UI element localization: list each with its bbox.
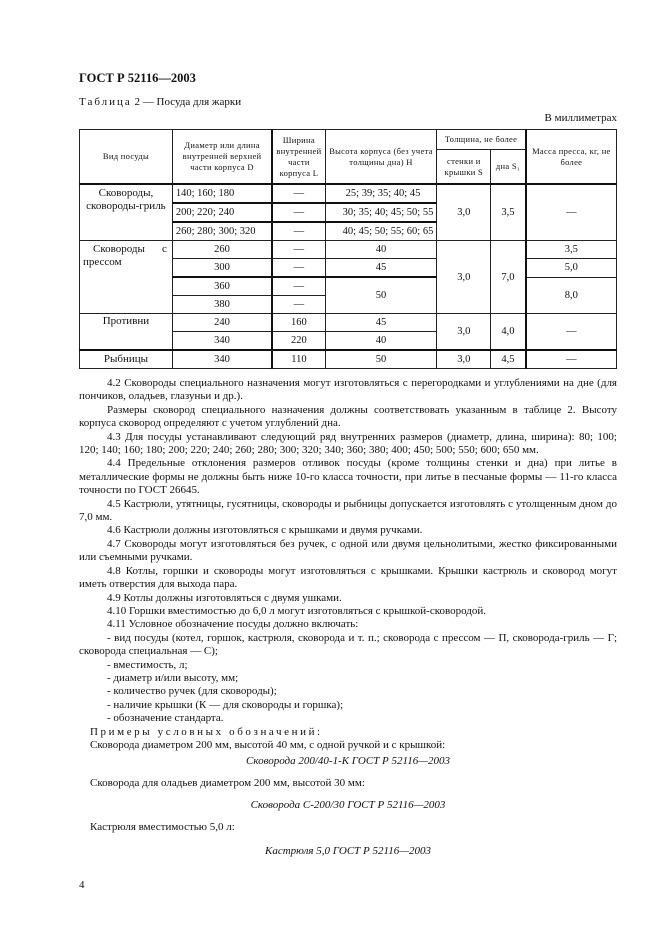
paragraph-4-9: 4.9 Котлы должны изготовляться с двумя ушками. xyxy=(107,591,342,604)
paragraph-4-8: 4.8 Котлы, горшки и сковороды могут изготовляться с крышками. Крышки кастрюль и сковород могут иметь отверстия для выхода пара. xyxy=(79,564,617,591)
cell-diameter: 260 xyxy=(172,241,272,259)
cell-type-line2: прессом xyxy=(83,256,122,268)
examples-heading: Примеры условных обозначений: xyxy=(90,725,323,738)
page-number: 4 xyxy=(79,879,85,891)
cell-diameter: 240 xyxy=(172,314,272,332)
cell-mass: 8,0 xyxy=(526,277,617,314)
paragraph-4-6: 4.6 Кастрюли должны изготовляться с крышками и двумя ручками. xyxy=(107,524,423,537)
cell-wall: 3,0 xyxy=(437,350,491,369)
cell-type-word: Сковороды xyxy=(93,243,145,255)
table-row xyxy=(80,241,617,259)
cell-bottom: 4,5 xyxy=(491,350,526,369)
cell-width: — xyxy=(272,241,325,259)
table-caption-text: 2 — Посуда для жарки xyxy=(131,96,242,108)
cell-mass: — xyxy=(526,314,617,351)
cell-type xyxy=(80,241,173,314)
cell-height: 40; 45; 50; 55; 60; 65 xyxy=(325,222,437,241)
cell-height: 45 xyxy=(325,314,437,332)
cell-width: 220 xyxy=(272,332,325,351)
example-1-description: Сковорода диаметром 200 мм, высотой 40 мм, с одной ручкой и с крышкой: xyxy=(90,738,446,751)
list-item: - количество ручек (для сковороды); xyxy=(107,685,277,698)
cell-diameter: 360 xyxy=(172,277,272,296)
cell-wall: 3,0 xyxy=(437,241,491,314)
paragraph-4-4: 4.4 Предельные отклонения размеров отливок посуды (кроме толщины стенки и дна) при литье в металлические формы не должны быть ниже 10-го класса точности, при литье в песчаные формы — 11-го класса точности по ГОСТ 26645. xyxy=(79,457,617,497)
cell-diameter: 140; 160; 180 xyxy=(172,184,272,203)
paragraph-4-5: 4.5 Кастрюли, утятницы, гусятницы, сковороды и рыбницы допускается изготовлять с утолщенным дном до 7,0 мм. xyxy=(79,497,617,524)
cell-height: 30; 35; 40; 45; 50; 55 xyxy=(325,203,437,222)
example-1-code: Сковорода 200/40-1-К ГОСТ Р 52116—2003 xyxy=(246,755,450,767)
table-caption xyxy=(79,96,241,108)
table-row xyxy=(80,350,617,369)
header-height: Высота корпуса (без учета толщины дна) H xyxy=(325,130,437,185)
cell-mass: — xyxy=(526,184,617,241)
cell-width: — xyxy=(272,203,325,222)
paragraph-4-7: 4.7 Сковороды могут изготовляться без ручек, с одной или двумя цельнолитыми, жестко фиксированными или съемными ручками. xyxy=(79,537,617,564)
cell-mass: — xyxy=(526,350,617,369)
example-2-description: Сковорода для оладьев диаметром 200 мм, высотой 30 мм: xyxy=(90,777,365,789)
cookware-table xyxy=(79,129,617,369)
table-caption-prefix: Таблица xyxy=(79,96,132,108)
table-units: В миллиметрах xyxy=(544,112,617,124)
cell-width: 160 xyxy=(272,314,325,332)
table-row xyxy=(80,184,617,203)
cell-type: Рыбницы xyxy=(80,350,173,369)
list-item: - обозначение стандарта. xyxy=(107,712,224,725)
list-item: - вместимость, л; xyxy=(107,658,188,671)
cell-type-line1 xyxy=(83,243,169,256)
cell-width: — xyxy=(272,184,325,203)
paragraph-4-3: 4.3 Для посуды устанавливают следующий ряд внутренних размеров (диаметр, длина, ширина): 80; 100; 120; 140; 160; 180; 200; 220; 240; 260; 280; 300; 320; 340; 360; 380; 400; 450; 500; 550; 600; 650 мм. xyxy=(79,430,617,457)
body-text xyxy=(79,377,617,752)
cell-width: — xyxy=(272,259,325,278)
example-2-code: Сковорода С-200/30 ГОСТ Р 52116—2003 xyxy=(250,799,446,811)
paragraph-4-11: 4.11 Условное обозначение посуды должно включать: xyxy=(107,618,359,631)
cell-mass: 5,0 xyxy=(526,259,617,278)
cell-diameter: 340 xyxy=(172,350,272,369)
cell-bottom: 7,0 xyxy=(491,241,526,314)
header-press-mass: Масса пресса, кг, не более xyxy=(526,130,617,185)
cell-bottom: 4,0 xyxy=(491,314,526,351)
cell-mass: 3,5 xyxy=(526,241,617,259)
table-row xyxy=(80,314,617,332)
header-type: Вид посуды xyxy=(80,130,173,185)
cell-diameter: 380 xyxy=(172,296,272,314)
list-item: - диаметр и/или высоту, мм; xyxy=(107,671,239,684)
header-thickness: Толщина, не более xyxy=(437,130,526,150)
header-bottom: дна S₁ xyxy=(491,150,526,185)
cell-diameter: 340 xyxy=(172,332,272,351)
cell-height: 50 xyxy=(325,350,437,369)
list-item: - вид посуды (котел, горшок, кастрюля, сковорода и т. п.; сковорода с прессом — П, сковорода-гриль — Г; сковорода специальная — С); xyxy=(79,631,617,658)
document-id: ГОСТ Р 52116—2003 xyxy=(79,71,196,85)
header-width: Ширина внутренней части корпуса L xyxy=(272,130,325,185)
header-diameter: Диаметр или длина внутренней верхней части корпуса D xyxy=(172,130,272,185)
example-3-code: Кастрюля 5,0 ГОСТ Р 52116—2003 xyxy=(265,845,431,857)
cell-height: 25; 39; 35; 40; 45 xyxy=(325,184,437,203)
cell-type: Сковороды, сковороды-гриль xyxy=(80,184,173,241)
cell-diameter: 200; 220; 240 xyxy=(172,203,272,222)
cell-height: 50 xyxy=(325,277,437,314)
cell-wall: 3,0 xyxy=(437,314,491,351)
cell-wall: 3,0 xyxy=(437,184,491,241)
paragraph-4-2-sizes: Размеры сковород специального назначения должны соответствовать указанным в таблице 2. Высоту корпуса сковород определяют с учетом углублений дна. xyxy=(79,403,617,430)
cell-bottom: 3,5 xyxy=(491,184,526,241)
cell-type: Противни xyxy=(80,314,173,351)
paragraph-4-10: 4.10 Горшки вместимостью до 6,0 л могут изготовляться с крышкой-сковородой. xyxy=(107,604,487,617)
cell-type-word: с xyxy=(162,243,167,255)
cell-diameter: 260; 280; 300; 320 xyxy=(172,222,272,241)
cell-width: — xyxy=(272,222,325,241)
cell-width: 110 xyxy=(272,350,325,369)
list-item: - наличие крышки (К — для сковороды и горшка); xyxy=(107,698,344,711)
cell-width: — xyxy=(272,296,325,314)
cell-height: 40 xyxy=(325,241,437,259)
paragraph-4-2: 4.2 Сковороды специального назначения могут изготовляться с перегородками и углублениями на дне (для пончиков, оладьев, глазуньи и др.). xyxy=(79,377,617,403)
example-3-description: Кастрюля вместимостью 5,0 л: xyxy=(90,821,235,833)
cell-height: 45 xyxy=(325,259,437,278)
cell-diameter: 300 xyxy=(172,259,272,278)
cell-height: 40 xyxy=(325,332,437,351)
header-wall: стенки и крышки S xyxy=(437,150,491,185)
cell-width: — xyxy=(272,277,325,296)
